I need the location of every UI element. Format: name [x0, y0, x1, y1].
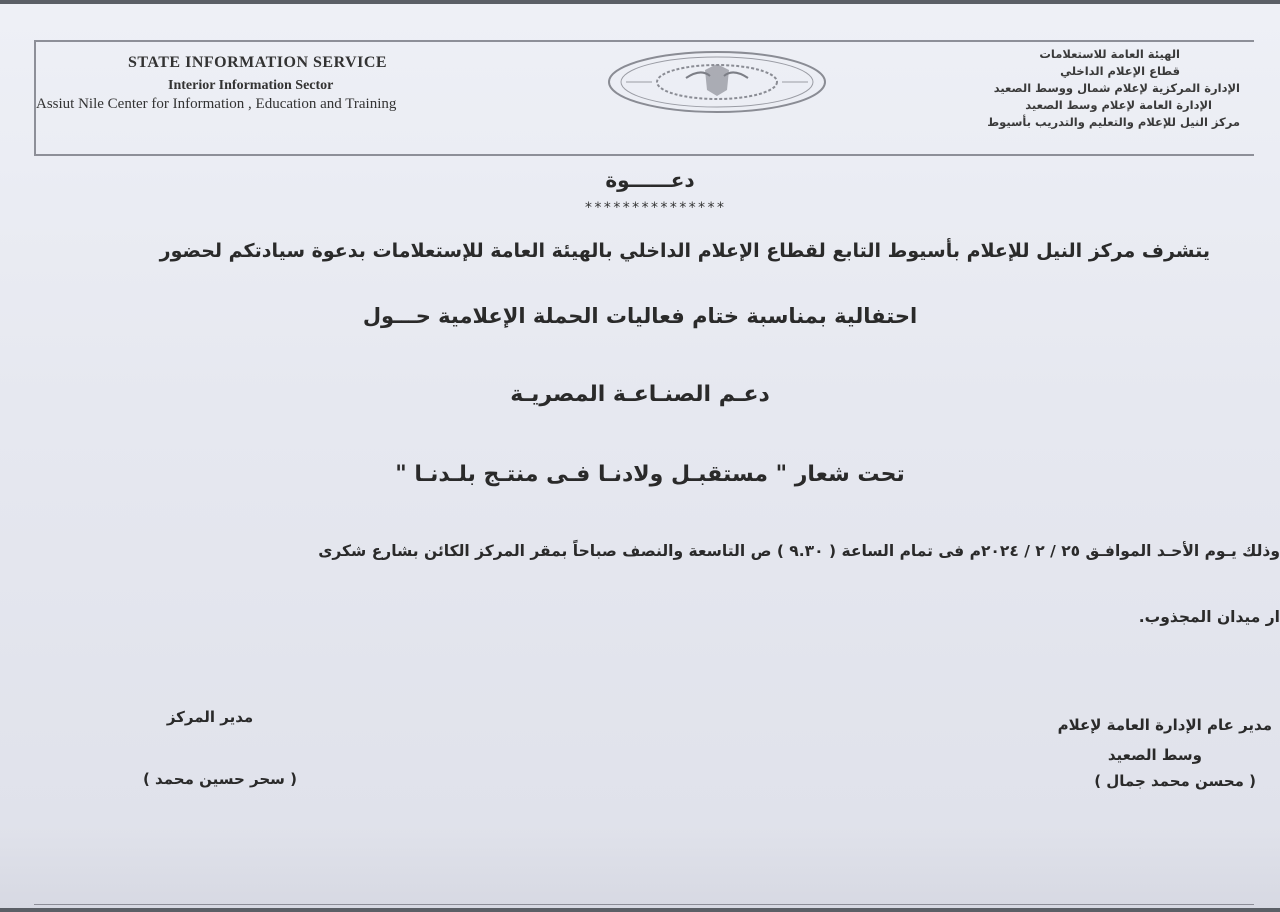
- title-stars: ***************: [584, 200, 726, 216]
- letterhead-en-line1: STATE INFORMATION SERVICE: [128, 54, 388, 71]
- body-line-1: يتشرف مركز النيل للإعلام بأسيوط التابع لقطاع الإعلام الداخلي بالهيئة العامة للإستعلامات بدعوة سيادتكم لحضور: [159, 240, 1210, 262]
- letterhead-ar-line2: قطاع الإعلام الداخلي: [1060, 64, 1180, 78]
- body-line-4-slogan: تحت شعار " مستقبـل ولادنـا فـى منتـج بلـدنـا ": [395, 462, 905, 487]
- letterhead-ar-line4: الإدارة العامة لإعلام وسط الصعيد: [1025, 98, 1212, 112]
- right-signature-title-line2: وسط الصعيد: [1107, 746, 1202, 764]
- letterhead-en-line2: Interior Information Sector: [168, 78, 334, 93]
- left-signature-title: مدير المركز: [166, 708, 254, 726]
- bottom-border: [34, 904, 1254, 905]
- body-line-3: دعـم الصنـاعـة المصريـة: [510, 382, 770, 407]
- letterhead-ar-line5: مركز النيل للإعلام والتعليم والتدريب بأسيوط: [987, 115, 1240, 129]
- body-line-2: احتفالية بمناسبة ختام فعاليات الحملة الإعلامية حـــول: [362, 304, 918, 328]
- letterhead-en-line3: Assiut Nile Center for Information , Education and Training: [36, 96, 397, 112]
- eagle-seal-icon: [606, 50, 828, 114]
- left-signature-name: ( سحر حسين محمد ): [142, 770, 297, 788]
- letterhead-ar-line1: الهيئة العامة للاستعلامات: [1039, 47, 1180, 61]
- letterhead-ar-line3: الإدارة المركزية لإعلام شمال ووسط الصعيد: [993, 81, 1240, 95]
- invitation-letter: [0, 4, 1280, 908]
- header-divider: [34, 154, 1254, 156]
- right-signature-name: ( محسن محمد جمال ): [1094, 772, 1256, 790]
- right-signature-title-line1: مدير عام الإدارة العامة لإعلام: [1057, 716, 1272, 734]
- top-border: [34, 40, 1254, 42]
- paper-shadow: [0, 824, 1280, 908]
- body-line-5-date: وذلك يـوم الأحـد الموافـق ٢٥ / ٢ / ٢٠٢٤م فى تمام الساعة ( ٩.٣٠ ) ص التاسعة والنصف صباحاً بمقر المركز الكائن بشارع شكرى: [318, 542, 1280, 560]
- arabic-letterhead: [900, 46, 1240, 131]
- right-signature-title: [972, 710, 1272, 770]
- body-line-6-address: ار ميدان المجذوب.: [1138, 608, 1280, 626]
- invitation-title: دعــــــوة: [605, 168, 695, 192]
